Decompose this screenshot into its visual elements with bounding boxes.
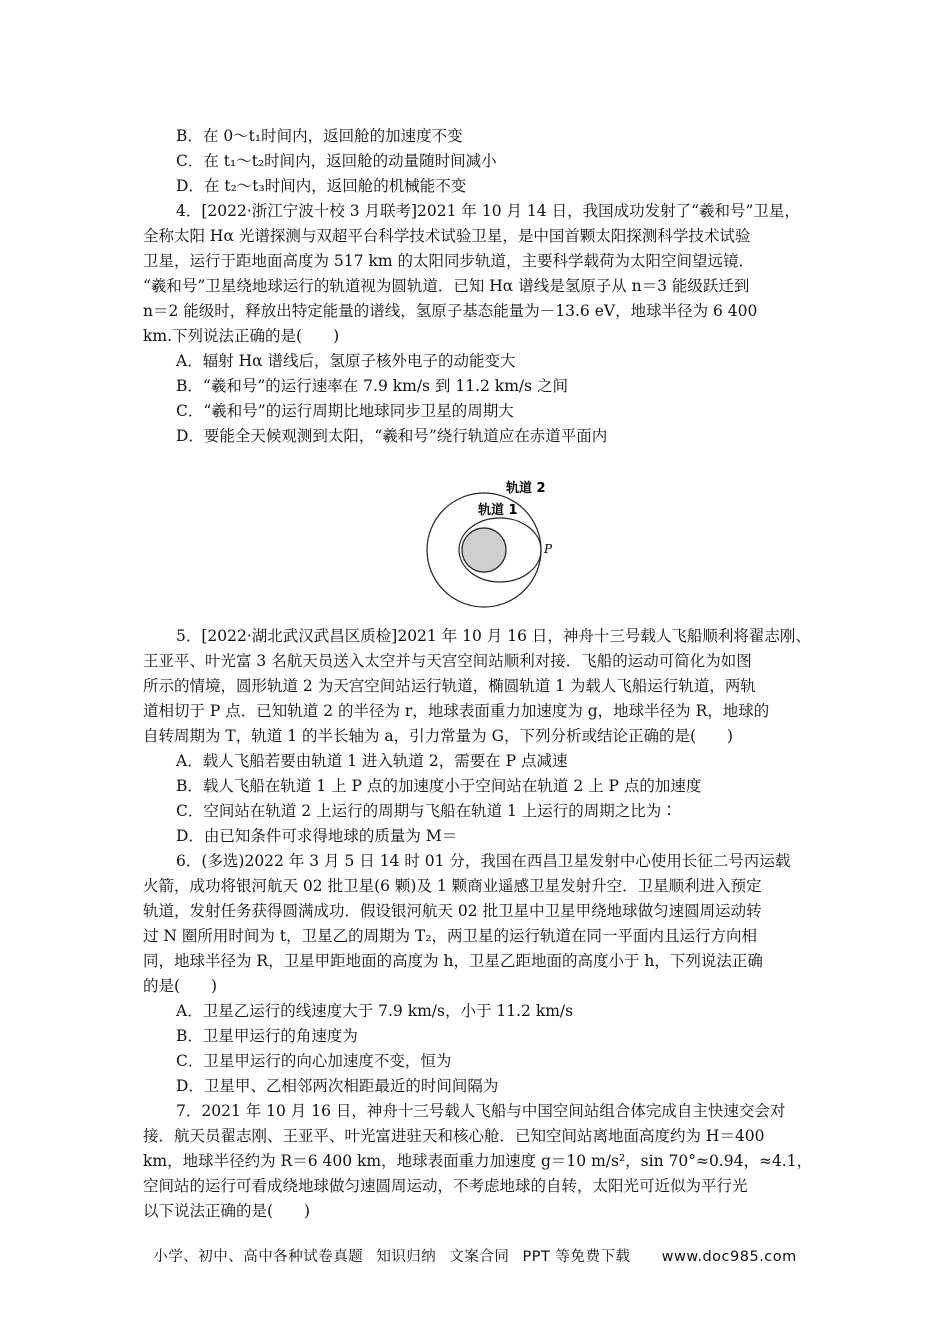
- text-line: 4．[2022·浙江宁波十校 3 月联考]2021 年 10 月 14 日，我国成功发射了“羲和号”卫星，: [176, 202, 800, 220]
- text-line: 同，地球半径为 R，卫星甲距地面的高度为 h，卫星乙距地面的高度小于 h，下列说法正确: [143, 952, 763, 970]
- text-line: B．卫星甲运行的角速度为: [176, 1027, 358, 1045]
- text-line: D．卫星甲、乙相邻两次相距最近的时间间隔为: [176, 1077, 499, 1095]
- text-line: 7．2021 年 10 月 16 日，神舟十三号载人飞船与中国空间站组合体完成自主快速交会对: [176, 1102, 786, 1120]
- text-line: A．辐射 Hα 谱线后，氢原子核外电子的动能变大: [176, 352, 516, 370]
- text-line: 空间站的运行可看成绕地球做匀速圆周运动，不考虑地球的自转，太阳光可近似为平行光: [143, 1177, 748, 1195]
- text-line: C．卫星甲运行的向心加速度不变，恒为: [176, 1052, 452, 1070]
- text-line: 火箭，成功将银河航天 02 批卫星(6 颗)及 1 颗商业遥感卫星发射升空．卫星顺利进入预定: [143, 877, 762, 895]
- footer-item: PPT 等免费下载: [522, 1249, 631, 1265]
- text-line: 卫星，运行于距地面高度为 517 km 的太阳同步轨道，主要科学载荷为太阳空间望远镜．: [143, 252, 754, 270]
- text-line: B．在 0～t₁时间内，返回舱的加速度不变: [176, 127, 463, 145]
- text-line: 以下说法正确的是( ): [143, 1202, 311, 1220]
- text-line: 过 N 圈所用时间为 t，卫星乙的周期为 T₂，两卫星的运行轨道在同一平面内且运行方向相: [143, 927, 758, 945]
- text-line: 所示的情境，圆形轨道 2 为天宫空间站运行轨道，椭圆轨道 1 为载人飞船运行轨道，两轨: [143, 677, 756, 695]
- text-line: D．在 t₂～t₃时间内，返回舱的机械能不变: [176, 177, 467, 195]
- text-line: C．在 t₁～t₂时间内，返回舱的动量随时间减小: [176, 152, 497, 170]
- text-line: n＝2 能级时，释放出特定能量的谱线，氢原子基态能量为－13.6 eV，地球半径为 6 400: [143, 302, 758, 320]
- text-line: D．由已知条件可求得地球的质量为 M＝: [176, 827, 458, 845]
- text-line: C．空间站在轨道 2 上运行的周期与飞船在轨道 1 上运行的周期之比为∶: [176, 802, 677, 820]
- orbit-figure: [420, 476, 560, 612]
- text-line: A．卫星乙运行的线速度大于 7.9 km/s，小于 11.2 km/s: [176, 1002, 574, 1020]
- footer-item: 小学、初中、高中各种试卷真题: [153, 1249, 364, 1265]
- text-line: 道相切于 P 点．已知轨道 2 的半径为 r，地球表面重力加速度为 g，地球半径为 R，地球的: [143, 702, 770, 720]
- text-line: D．要能全天候观测到太阳，“羲和号”绕行轨道应在赤道平面内: [176, 427, 608, 445]
- footer-item: 文案合同: [449, 1249, 510, 1265]
- text-line: 王亚平、叶光富 3 名航天员送入太空并与天宫空间站顺利对接．飞船的运动可简化为如图: [143, 652, 752, 670]
- text-line: km.下列说法正确的是( ): [143, 327, 340, 345]
- text-line: 6．(多选)2022 年 3 月 5 日 14 时 01 分，我国在西昌卫星发射中心使用长征二号丙运载: [176, 852, 791, 870]
- earth-circle: [462, 528, 506, 572]
- orbit-2-label: 轨道 2: [506, 481, 546, 496]
- text-line: 轨道，发射任务获得圆满成功．假设银河航天 02 批卫星中卫星甲绕地球做匀速圆周运动转: [143, 902, 762, 920]
- footer: [0, 1245, 950, 1266]
- text-line: B．载人飞船在轨道 1 上 P 点的加速度小于空间站在轨道 2 上 P 点的加速度: [176, 777, 702, 795]
- orbit-1-label: 轨道 1: [478, 503, 518, 518]
- text-line: 5．[2022·湖北武汉武昌区质检]2021 年 10 月 16 日，神舟十三号载人飞船顺利将翟志刚、: [176, 627, 811, 645]
- orbit-diagram: [420, 476, 560, 612]
- text-line: 自转周期为 T，轨道 1 的半长轴为 a，引力常量为 G，下列分析或结论正确的是( ): [143, 727, 734, 745]
- text-line: 全称太阳 Hα 光谱探测与双超平台科学技术试验卫星，是中国首颗太阳探测科学技术试验: [143, 227, 751, 245]
- text-line: C．“羲和号”的运行周期比地球同步卫星的周期大: [176, 402, 514, 420]
- text-line: “羲和号”卫星绕地球运行的轨道视为圆轨道．已知 Hα 谱线是氢原子从 n＝3 能级跃迁到: [143, 277, 750, 295]
- text-line: km，地球半径约为 R＝6 400 km，地球表面重力加速度 g＝10 m/s²，sin 70°≈0.94，≈4.1，: [143, 1152, 813, 1170]
- text-line: 接．航天员翟志刚、王亚平、叶光富进驻天和核心舱．已知空间站离地面高度约为 H＝400: [143, 1127, 765, 1145]
- text-line: 的是( ): [143, 977, 218, 995]
- text-line: B．“羲和号”的运行速率在 7.9 km/s 到 11.2 km/s 之间: [176, 377, 568, 395]
- footer-link[interactable]: www.doc985.com: [661, 1249, 797, 1265]
- text-line: A．载人飞船若要由轨道 1 进入轨道 2，需要在 P 点减速: [176, 752, 568, 770]
- point-p-label: P: [544, 542, 553, 556]
- footer-item: 知识归纳: [376, 1249, 437, 1265]
